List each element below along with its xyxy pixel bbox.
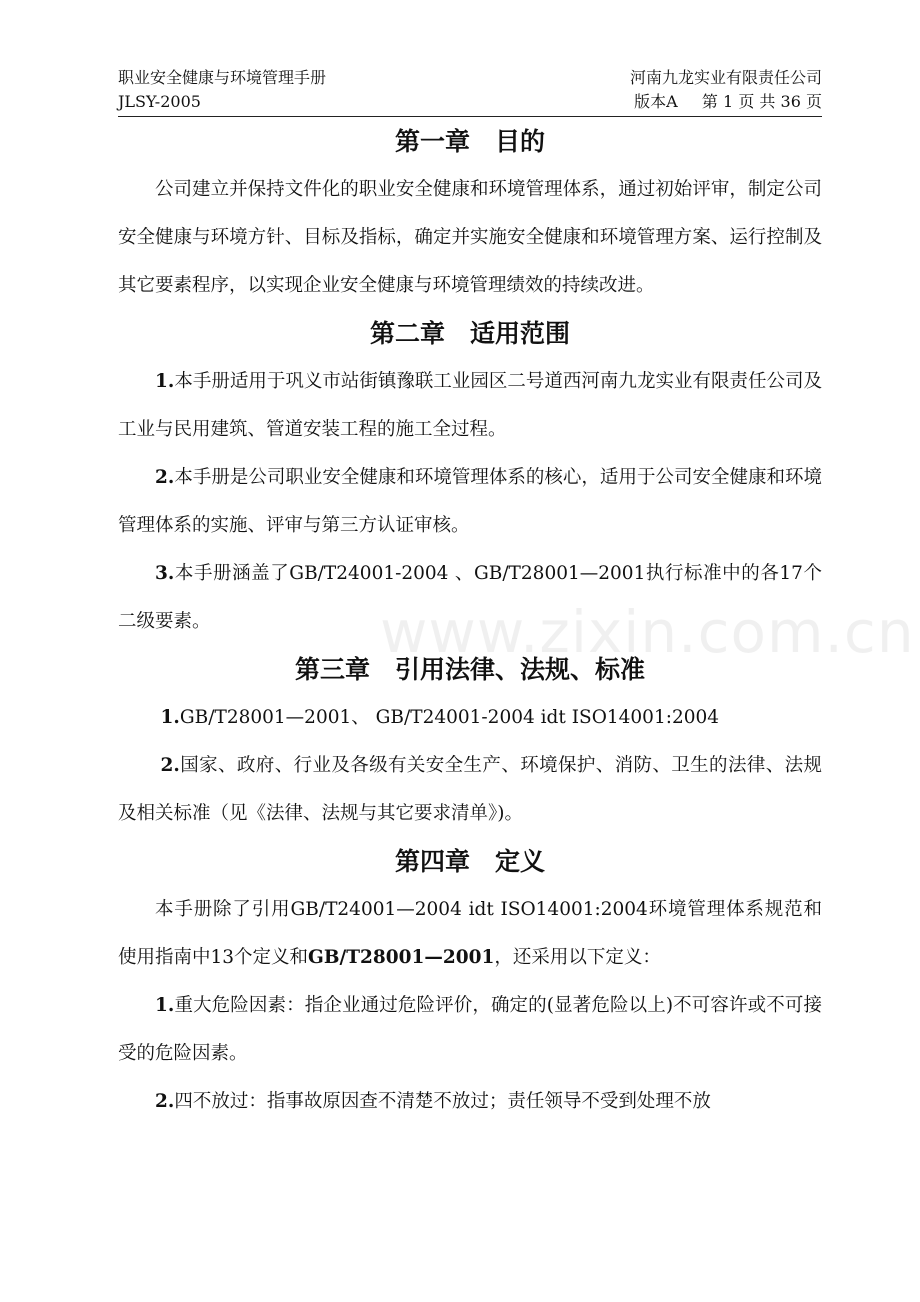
- list-item: [118, 454, 822, 550]
- page-label-3: 共: [759, 92, 776, 111]
- chapter-3: [118, 646, 822, 838]
- item-text: GB/T28001—2001、 GB/T24001-2004 idt ISO14001:2004: [179, 707, 720, 728]
- chapter-heading: 第二章 适用范围: [369, 319, 570, 348]
- header-row-top: [118, 66, 822, 90]
- chapter-heading: 第一章 目的: [394, 127, 545, 156]
- item-text: 本手册是公司职业安全健康和环境管理体系的核心，适用于公司安全健康和环境管理体系的实施、评审与第三方认证审核。: [118, 467, 822, 536]
- page-label-1: 第: [701, 92, 718, 111]
- page-label-4: 页: [805, 92, 822, 111]
- chapter-4: [118, 838, 822, 1126]
- chapter-2: [118, 310, 822, 646]
- list-item: [118, 358, 822, 454]
- item-text: 国家、政府、行业及各级有关安全生产、环境保护、消防、卫生的法律、法规及相关标准（见《法律、法规与其它要求清单》)。: [118, 755, 822, 824]
- item-number: 2.: [155, 1091, 175, 1112]
- page-header: [118, 66, 822, 117]
- watermark: www.zixin.com.cn: [380, 598, 915, 666]
- item-number: 1.: [155, 371, 175, 392]
- page-label-2: 页: [738, 92, 755, 111]
- chapter-paragraph: 公司建立并保持文件化的职业安全健康和环境管理体系，通过初始评审，制定公司安全健康与环境方针、目标及指标，确定并实施安全健康和环境管理方案、运行控制及其它要素程序，以实现企业安全健康与环境管理绩效的持续改进。: [118, 179, 822, 296]
- item-number: 3.: [155, 563, 175, 584]
- page-current: 1: [723, 92, 734, 111]
- list-item: [118, 694, 822, 742]
- company-name: 河南九龙实业有限责任公司: [629, 68, 822, 87]
- version-label: 版本A: [634, 92, 678, 111]
- chapter-1: [118, 118, 822, 310]
- item-text: 四不放过：指事故原因查不清楚不放过；责任领导不受到处理不放: [174, 1091, 711, 1112]
- item-text: 本手册涵盖了GB/T24001-2004 、GB/T28001—2001执行标准中的各17个二级要素。: [118, 563, 822, 632]
- page-info: [634, 90, 822, 114]
- chapter-heading: 第四章 定义: [394, 847, 545, 876]
- list-item: [118, 1078, 822, 1126]
- chapter-intro: [118, 886, 822, 982]
- item-number: 1.: [155, 995, 175, 1016]
- item-number: 2.: [160, 755, 180, 776]
- page-total: 36: [780, 92, 801, 111]
- document-body: [118, 118, 822, 1126]
- manual-title: 职业安全健康与环境管理手册: [118, 68, 327, 87]
- list-item: [118, 982, 822, 1078]
- item-number: 2.: [155, 467, 175, 488]
- document-code: JLSY-2005: [118, 92, 201, 111]
- intro-text-2: ，还采用以下定义：: [494, 947, 661, 968]
- item-text: 重大危险因素：指企业通过危险评价，确定的(显著危险以上)不可容许或不可接受的危险因素。: [118, 995, 822, 1064]
- list-item: [118, 550, 822, 646]
- item-number: 1.: [160, 707, 180, 728]
- item-text: 本手册适用于巩义市站街镇豫联工业园区二号道西河南九龙实业有限责任公司及工业与民用建筑、管道安装工程的施工全过程。: [118, 371, 822, 440]
- intro-text-1: 本手册除了引用GB/T24001—2004 idt ISO14001:2004环境管理体系规范和使用指南中13个定义和: [118, 899, 822, 968]
- header-row-bottom: [118, 90, 822, 114]
- intro-standard-code: GB/T28001—2001: [308, 947, 495, 968]
- list-item: [118, 742, 822, 838]
- chapter-heading: 第三章 引用法律、法规、标准: [294, 655, 645, 684]
